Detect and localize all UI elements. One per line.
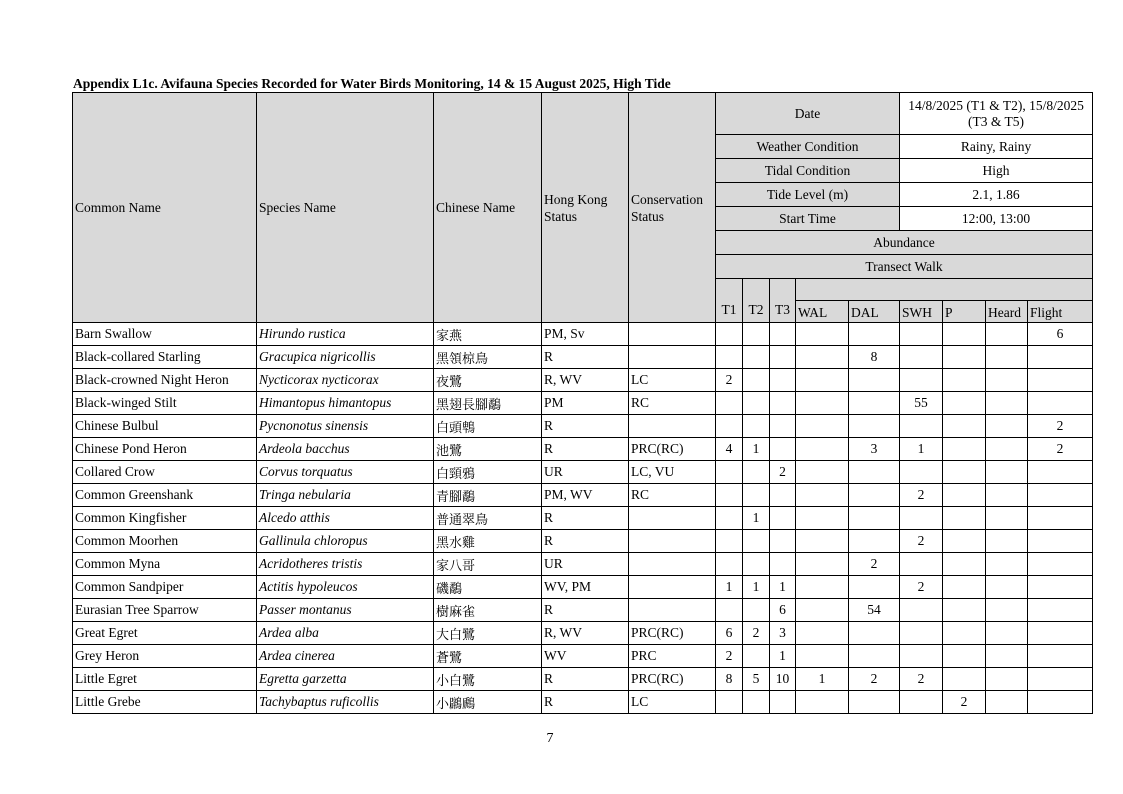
conservation-status-cell — [629, 553, 716, 576]
count-cell-dal — [849, 507, 900, 530]
count-cell-p — [943, 622, 986, 645]
chinese-name-cell: 黑翅長腳鷸 — [434, 392, 542, 415]
tidal-label: Tidal Condition — [716, 159, 900, 183]
count-cell-p — [943, 530, 986, 553]
chinese-name-cell: 樹麻雀 — [434, 599, 542, 622]
count-cell-swh — [900, 599, 943, 622]
table-row — [73, 507, 1093, 530]
count-cell-wal: 1 — [796, 668, 849, 691]
common-name-cell: Chinese Bulbul — [73, 415, 257, 438]
species-name-cell: Alcedo atthis — [257, 507, 434, 530]
common-name-cell: Little Egret — [73, 668, 257, 691]
header-chinese-name: Chinese Name — [434, 93, 542, 323]
count-cell-t3: 2 — [770, 461, 796, 484]
count-cell-dal — [849, 323, 900, 346]
table-row — [73, 553, 1093, 576]
count-cell-dal — [849, 622, 900, 645]
count-cell-flight: 6 — [1028, 323, 1093, 346]
count-cell-swh — [900, 691, 943, 714]
count-cell-t3 — [770, 691, 796, 714]
date-label: Date — [716, 93, 900, 135]
table-row — [73, 576, 1093, 599]
count-cell-flight — [1028, 507, 1093, 530]
count-cell-p — [943, 346, 986, 369]
count-cell-t2 — [743, 346, 770, 369]
abundance-label: Abundance — [716, 231, 1093, 255]
hk-status-cell: R — [542, 691, 629, 714]
count-cell-wal — [796, 691, 849, 714]
weather-label: Weather Condition — [716, 135, 900, 159]
count-cell-flight — [1028, 691, 1093, 714]
count-cell-flight — [1028, 392, 1093, 415]
count-cell-wal — [796, 622, 849, 645]
count-cell-t1 — [716, 530, 743, 553]
count-cell-p — [943, 553, 986, 576]
count-cell-t1 — [716, 346, 743, 369]
col-header-p: P — [943, 301, 986, 323]
count-cell-wal — [796, 553, 849, 576]
count-cell-heard — [986, 668, 1028, 691]
hk-status-cell: R — [542, 599, 629, 622]
count-cell-flight: 2 — [1028, 438, 1093, 461]
count-cell-t2 — [743, 599, 770, 622]
page-number: 7 — [546, 731, 554, 746]
common-name-cell: Barn Swallow — [73, 323, 257, 346]
count-cell-t3 — [770, 438, 796, 461]
table-row — [73, 668, 1093, 691]
species-name-cell: Himantopus himantopus — [257, 392, 434, 415]
transect-label: Transect Walk — [716, 255, 1093, 279]
hk-status-cell: UR — [542, 461, 629, 484]
count-cell-wal — [796, 415, 849, 438]
common-name-cell: Little Grebe — [73, 691, 257, 714]
count-cell-t3: 1 — [770, 645, 796, 668]
species-rows — [73, 323, 1093, 714]
common-name-cell: Common Moorhen — [73, 530, 257, 553]
conservation-status-cell — [629, 599, 716, 622]
count-cell-p — [943, 484, 986, 507]
count-cell-heard — [986, 346, 1028, 369]
count-cell-t2: 1 — [743, 438, 770, 461]
count-cell-heard — [986, 392, 1028, 415]
count-cell-wal — [796, 392, 849, 415]
hk-status-cell: PM — [542, 392, 629, 415]
count-cell-t3: 6 — [770, 599, 796, 622]
count-cell-t1 — [716, 691, 743, 714]
hk-status-cell: R, WV — [542, 369, 629, 392]
count-cell-flight — [1028, 346, 1093, 369]
count-cell-wal — [796, 576, 849, 599]
count-cell-t2 — [743, 392, 770, 415]
count-cell-wal — [796, 599, 849, 622]
hk-status-cell: R, WV — [542, 622, 629, 645]
header-common-name: Common Name — [73, 93, 257, 323]
count-cell-t2 — [743, 553, 770, 576]
tide-level-label: Tide Level (m) — [716, 183, 900, 207]
count-cell-dal — [849, 392, 900, 415]
chinese-name-cell: 青腳鷸 — [434, 484, 542, 507]
common-name-cell: Black-collared Starling — [73, 346, 257, 369]
species-name-cell: Acridotheres tristis — [257, 553, 434, 576]
count-cell-p — [943, 415, 986, 438]
count-cell-p — [943, 599, 986, 622]
species-name-cell: Passer montanus — [257, 599, 434, 622]
count-cell-heard — [986, 645, 1028, 668]
count-cell-t1: 6 — [716, 622, 743, 645]
hk-status-cell: R — [542, 346, 629, 369]
count-cell-wal — [796, 461, 849, 484]
count-cell-t3 — [770, 369, 796, 392]
count-cell-t1 — [716, 415, 743, 438]
chinese-name-cell: 黑水雞 — [434, 530, 542, 553]
count-cell-p — [943, 576, 986, 599]
species-name-cell: Nycticorax nycticorax — [257, 369, 434, 392]
conservation-status-cell — [629, 415, 716, 438]
conservation-status-cell: PRC(RC) — [629, 668, 716, 691]
count-cell-t3: 1 — [770, 576, 796, 599]
species-name-cell: Hirundo rustica — [257, 323, 434, 346]
count-cell-flight — [1028, 484, 1093, 507]
chinese-name-cell: 白頭鵯 — [434, 415, 542, 438]
count-cell-heard — [986, 530, 1028, 553]
species-name-cell: Tachybaptus ruficollis — [257, 691, 434, 714]
count-cell-flight — [1028, 369, 1093, 392]
common-name-cell: Black-winged Stilt — [73, 392, 257, 415]
col-header-heard: Heard — [986, 301, 1028, 323]
conservation-status-cell: RC — [629, 392, 716, 415]
count-cell-dal — [849, 369, 900, 392]
count-cell-heard — [986, 484, 1028, 507]
conservation-status-cell: LC — [629, 691, 716, 714]
chinese-name-cell: 小鸊鷉 — [434, 691, 542, 714]
count-cell-swh: 2 — [900, 484, 943, 507]
common-name-cell: Common Myna — [73, 553, 257, 576]
count-cell-p — [943, 369, 986, 392]
header-conservation-status: Conservation Status — [629, 93, 716, 323]
count-cell-t1 — [716, 484, 743, 507]
count-cell-t3: 10 — [770, 668, 796, 691]
table-row — [73, 599, 1093, 622]
count-cell-t3 — [770, 323, 796, 346]
count-cell-t2: 1 — [743, 507, 770, 530]
count-cell-t3 — [770, 530, 796, 553]
count-cell-t2 — [743, 484, 770, 507]
count-cell-swh — [900, 553, 943, 576]
count-cell-heard — [986, 507, 1028, 530]
count-cell-flight — [1028, 530, 1093, 553]
common-name-cell: Common Sandpiper — [73, 576, 257, 599]
count-cell-p — [943, 668, 986, 691]
hk-status-cell: UR — [542, 553, 629, 576]
common-name-cell: Common Greenshank — [73, 484, 257, 507]
chinese-name-cell: 普通翠鳥 — [434, 507, 542, 530]
count-cell-wal — [796, 507, 849, 530]
chinese-name-cell: 家八哥 — [434, 553, 542, 576]
chinese-name-cell: 池鷺 — [434, 438, 542, 461]
count-cell-t2: 5 — [743, 668, 770, 691]
count-cell-swh: 2 — [900, 576, 943, 599]
conservation-status-cell — [629, 323, 716, 346]
table-row — [73, 415, 1093, 438]
count-cell-t3 — [770, 484, 796, 507]
count-cell-heard — [986, 461, 1028, 484]
col-header-dal: DAL — [849, 301, 900, 323]
common-name-cell: Eurasian Tree Sparrow — [73, 599, 257, 622]
table-row — [73, 530, 1093, 553]
table-row — [73, 323, 1093, 346]
chinese-name-cell: 家燕 — [434, 323, 542, 346]
table-row — [73, 369, 1093, 392]
count-cell-swh — [900, 323, 943, 346]
count-cell-swh: 55 — [900, 392, 943, 415]
count-cell-p — [943, 645, 986, 668]
count-cell-dal: 3 — [849, 438, 900, 461]
count-cell-p — [943, 507, 986, 530]
conservation-status-cell: LC — [629, 369, 716, 392]
species-name-cell: Ardea cinerea — [257, 645, 434, 668]
count-cell-swh: 2 — [900, 668, 943, 691]
count-cell-wal — [796, 438, 849, 461]
species-name-cell: Pycnonotus sinensis — [257, 415, 434, 438]
count-cell-dal — [849, 645, 900, 668]
count-cell-flight — [1028, 461, 1093, 484]
count-cell-dal — [849, 484, 900, 507]
chinese-name-cell: 蒼鷺 — [434, 645, 542, 668]
count-cell-t3 — [770, 553, 796, 576]
count-cell-p — [943, 438, 986, 461]
species-name-cell: Gracupica nigricollis — [257, 346, 434, 369]
count-cell-wal — [796, 369, 849, 392]
count-cell-t2: 1 — [743, 576, 770, 599]
col-header-t1: T1 — [716, 279, 743, 323]
species-name-cell: Gallinula chloropus — [257, 530, 434, 553]
conservation-status-cell: PRC(RC) — [629, 622, 716, 645]
table-row — [73, 346, 1093, 369]
species-name-cell: Corvus torquatus — [257, 461, 434, 484]
chinese-name-cell: 磯鷸 — [434, 576, 542, 599]
species-table — [72, 92, 1093, 714]
hk-status-cell: PM, WV — [542, 484, 629, 507]
count-cell-t2 — [743, 530, 770, 553]
common-name-cell: Great Egret — [73, 622, 257, 645]
count-cell-flight — [1028, 668, 1093, 691]
hk-status-cell: R — [542, 530, 629, 553]
count-cell-heard — [986, 323, 1028, 346]
chinese-name-cell: 黑領椋鳥 — [434, 346, 542, 369]
count-cell-t1 — [716, 392, 743, 415]
count-cell-wal — [796, 323, 849, 346]
count-cell-swh — [900, 346, 943, 369]
conservation-status-cell: RC — [629, 484, 716, 507]
count-cell-flight — [1028, 622, 1093, 645]
count-cell-dal: 8 — [849, 346, 900, 369]
count-cell-t3 — [770, 415, 796, 438]
count-cell-t2 — [743, 323, 770, 346]
common-name-cell: Grey Heron — [73, 645, 257, 668]
count-cell-p — [943, 461, 986, 484]
count-cell-flight: 2 — [1028, 415, 1093, 438]
count-cell-heard — [986, 576, 1028, 599]
chinese-name-cell: 夜鷺 — [434, 369, 542, 392]
conservation-status-cell: PRC — [629, 645, 716, 668]
count-cell-t3 — [770, 346, 796, 369]
count-cell-t2 — [743, 645, 770, 668]
table-row — [73, 438, 1093, 461]
species-name-cell: Ardeola bacchus — [257, 438, 434, 461]
start-time-value: 12:00, 13:00 — [900, 207, 1093, 231]
table-row — [73, 691, 1093, 714]
tide-level-value: 2.1, 1.86 — [900, 183, 1093, 207]
appendix-title: Appendix L1c. Avifauna Species Recorded for Water Birds Monitoring, 14 & 15 August 2025, High Tide — [73, 76, 671, 91]
count-cell-dal: 2 — [849, 668, 900, 691]
count-cell-t3 — [770, 392, 796, 415]
count-cell-t1 — [716, 599, 743, 622]
chinese-name-cell: 小白鷺 — [434, 668, 542, 691]
hk-status-cell: R — [542, 438, 629, 461]
count-cell-dal: 54 — [849, 599, 900, 622]
col-header-t3: T3 — [770, 279, 796, 323]
count-cell-wal — [796, 346, 849, 369]
chinese-name-cell: 白頸鴉 — [434, 461, 542, 484]
count-cell-t1: 2 — [716, 369, 743, 392]
col-header-flight: Flight — [1028, 301, 1093, 323]
count-cell-dal — [849, 530, 900, 553]
count-cell-heard — [986, 415, 1028, 438]
count-cell-swh: 2 — [900, 530, 943, 553]
hk-status-cell: R — [542, 415, 629, 438]
chinese-name-cell: 大白鷺 — [434, 622, 542, 645]
count-cell-heard — [986, 599, 1028, 622]
count-cell-dal — [849, 576, 900, 599]
count-cell-flight — [1028, 645, 1093, 668]
count-cell-heard — [986, 553, 1028, 576]
count-cell-t3 — [770, 507, 796, 530]
count-cell-swh — [900, 415, 943, 438]
count-cell-t1 — [716, 507, 743, 530]
count-cell-t2 — [743, 369, 770, 392]
common-name-cell: Chinese Pond Heron — [73, 438, 257, 461]
count-cell-p — [943, 392, 986, 415]
hk-status-cell: PM, Sv — [542, 323, 629, 346]
count-cell-dal — [849, 691, 900, 714]
hk-status-cell: WV — [542, 645, 629, 668]
conservation-status-cell: LC, VU — [629, 461, 716, 484]
species-name-cell: Tringa nebularia — [257, 484, 434, 507]
count-cell-swh — [900, 507, 943, 530]
count-cell-t1 — [716, 323, 743, 346]
hk-status-cell: R — [542, 668, 629, 691]
count-cell-dal — [849, 461, 900, 484]
conservation-status-cell — [629, 346, 716, 369]
table-row — [73, 392, 1093, 415]
count-cell-t1: 2 — [716, 645, 743, 668]
count-cell-t2 — [743, 461, 770, 484]
common-name-cell: Common Kingfisher — [73, 507, 257, 530]
species-name-cell: Actitis hypoleucos — [257, 576, 434, 599]
count-cell-heard — [986, 438, 1028, 461]
count-cell-t1 — [716, 461, 743, 484]
table-row — [73, 645, 1093, 668]
count-cell-flight — [1028, 599, 1093, 622]
count-cell-t2 — [743, 415, 770, 438]
weather-value: Rainy, Rainy — [900, 135, 1093, 159]
tidal-value: High — [900, 159, 1093, 183]
count-cell-swh: 1 — [900, 438, 943, 461]
col-header-t2: T2 — [743, 279, 770, 323]
count-cell-t2: 2 — [743, 622, 770, 645]
count-cell-heard — [986, 622, 1028, 645]
conservation-status-cell — [629, 507, 716, 530]
count-cell-heard — [986, 691, 1028, 714]
table-row — [73, 484, 1093, 507]
count-cell-flight — [1028, 576, 1093, 599]
table-row — [73, 622, 1093, 645]
common-name-cell: Collared Crow — [73, 461, 257, 484]
count-cell-wal — [796, 484, 849, 507]
col-header-wal: WAL — [796, 301, 849, 323]
header-hk-status: Hong Kong Status — [542, 93, 629, 323]
count-cell-swh — [900, 622, 943, 645]
hk-status-cell: WV, PM — [542, 576, 629, 599]
table-row — [73, 461, 1093, 484]
conservation-status-cell — [629, 576, 716, 599]
count-cell-dal: 2 — [849, 553, 900, 576]
count-cell-flight — [1028, 553, 1093, 576]
col-header-swh: SWH — [900, 301, 943, 323]
count-cell-p — [943, 323, 986, 346]
conservation-status-cell — [629, 530, 716, 553]
count-cell-t1 — [716, 553, 743, 576]
hk-status-cell: R — [542, 507, 629, 530]
count-cell-wal — [796, 645, 849, 668]
species-name-cell: Ardea alba — [257, 622, 434, 645]
start-time-label: Start Time — [716, 207, 900, 231]
count-cell-t1: 4 — [716, 438, 743, 461]
count-cell-t1: 8 — [716, 668, 743, 691]
common-name-cell: Black-crowned Night Heron — [73, 369, 257, 392]
count-cell-t1: 1 — [716, 576, 743, 599]
count-cell-t2 — [743, 691, 770, 714]
count-cell-heard — [986, 369, 1028, 392]
count-cell-swh — [900, 369, 943, 392]
count-cell-swh — [900, 461, 943, 484]
conservation-status-cell: PRC(RC) — [629, 438, 716, 461]
count-cell-wal — [796, 530, 849, 553]
species-name-cell: Egretta garzetta — [257, 668, 434, 691]
count-cell-p: 2 — [943, 691, 986, 714]
count-cell-dal — [849, 415, 900, 438]
header-species-name: Species Name — [257, 93, 434, 323]
count-cell-t3: 3 — [770, 622, 796, 645]
count-cell-swh — [900, 645, 943, 668]
header-spacer — [796, 279, 1093, 301]
date-value: 14/8/2025 (T1 & T2), 15/8/2025 (T3 & T5) — [900, 93, 1093, 135]
